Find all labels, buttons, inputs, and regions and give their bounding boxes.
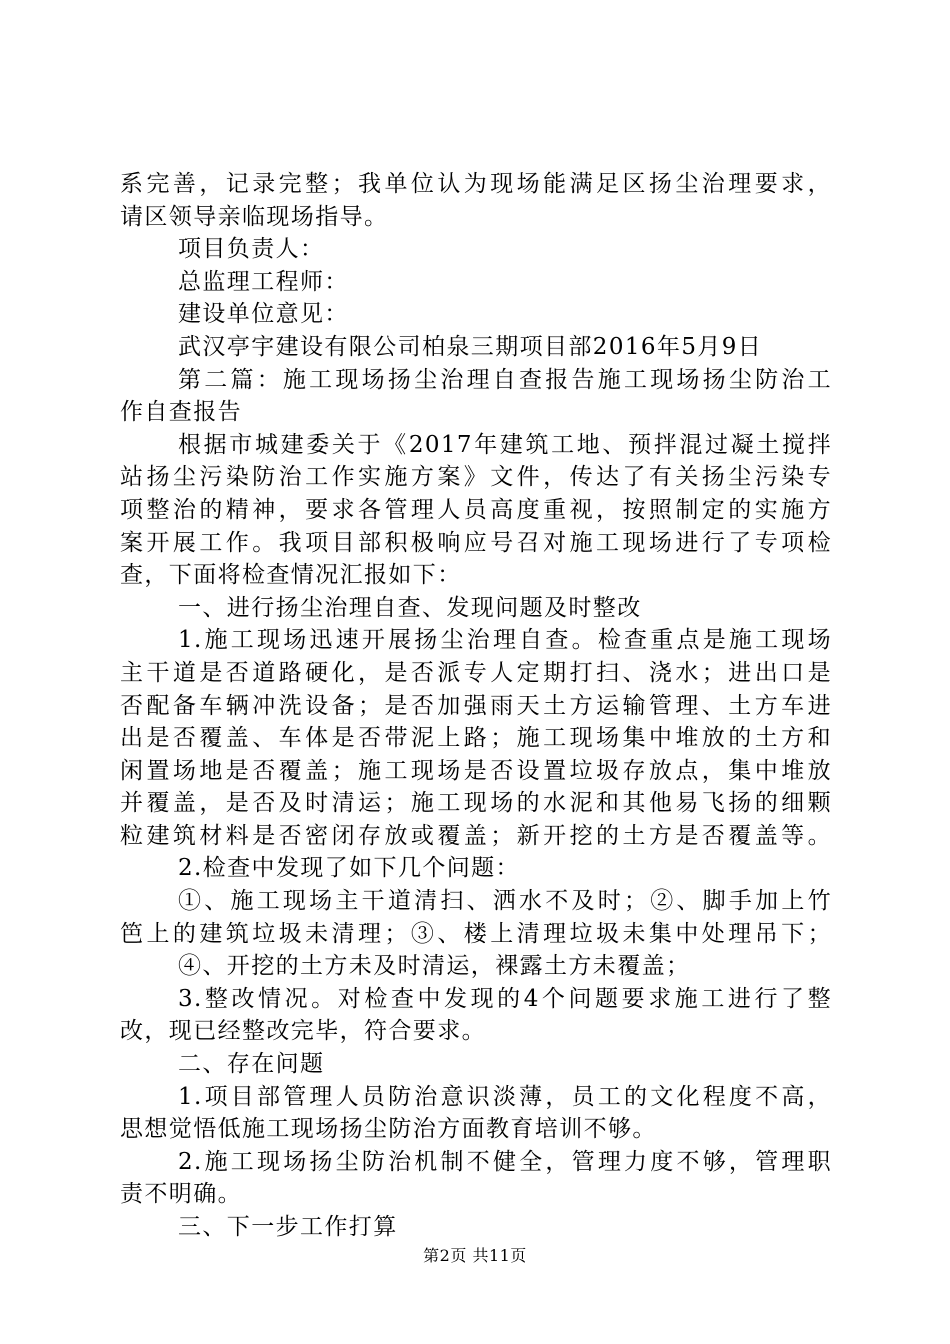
- body-line: 责不明确。: [120, 1181, 242, 1208]
- body-line: 主干道是否道路硬化，是否派专人定期打扫、浇水；进出口是: [120, 659, 832, 686]
- page-footer: 第2页 共11页: [423, 1246, 527, 1265]
- body-line: 2.检查中发现了如下几个问题：: [178, 855, 520, 882]
- body-line: 建设单位意见：: [178, 301, 349, 328]
- body-line: 站扬尘污染防治工作实施方案》文件，传达了有关扬尘污染专: [120, 464, 832, 491]
- body-line: 粒建筑材料是否密闭存放或覆盖；新开挖的土方是否覆盖等。: [120, 822, 832, 849]
- body-line: 系完善，记录完整；我单位认为现场能满足区扬尘治理要求，: [120, 171, 832, 197]
- body-line: 查，下面将检查情况汇报如下：: [120, 562, 462, 589]
- body-line: 笆上的建筑垃圾未清理；③、楼上清理垃圾未集中处理吊下；: [120, 920, 832, 947]
- body-line: 1.项目部管理人员防治意识淡薄，员工的文化程度不高，: [178, 1083, 832, 1110]
- document-body: [120, 168, 832, 1244]
- body-line: 否配备车辆冲洗设备；是否加强雨天土方运输管理、土方车进: [120, 692, 832, 719]
- body-line: 武汉亭宇建设有限公司柏泉三期项目部2016年5月9日: [178, 333, 763, 360]
- body-line: 3.整改情况。对检查中发现的4个问题要求施工进行了整: [178, 985, 832, 1012]
- body-line: 闲置场地是否覆盖；施工现场是否设置垃圾存放点，集中堆放: [120, 757, 832, 784]
- body-line: 改，现已经整改完毕，符合要求。: [120, 1018, 486, 1045]
- body-line: 请区领导亲临现场指导。: [120, 203, 389, 230]
- body-line: 作自查报告: [120, 399, 242, 426]
- body-line: 二、存在问题: [178, 1051, 325, 1078]
- body-line: 1.施工现场迅速开展扬尘治理自查。检查重点是施工现场: [178, 627, 832, 654]
- body-line: 项整治的精神，要求各管理人员高度重视，按照制定的实施方: [120, 496, 832, 523]
- body-line: 思想觉悟低施工现场扬尘防治方面教育培训不够。: [120, 1116, 657, 1143]
- body-line: ①、施工现场主干道清扫、洒水不及时；②、脚手加上竹: [178, 888, 832, 915]
- body-line: 第二篇：施工现场扬尘治理自查报告施工现场扬尘防治工: [178, 366, 832, 393]
- body-line: 三、下一步工作打算: [178, 1214, 398, 1240]
- body-line: ④、开挖的土方未及时清运，裸露土方未覆盖；: [178, 953, 691, 980]
- body-line: 项目负责人：: [178, 236, 325, 263]
- body-line: 根据市城建委关于《2017年建筑工地、预拌混过凝土搅拌: [178, 431, 832, 458]
- body-line: 2.施工现场扬尘防治机制不健全，管理力度不够，管理职: [178, 1148, 832, 1175]
- body-line: 一、进行扬尘治理自查、发现问题及时整改: [178, 594, 642, 621]
- body-line: 总监理工程师：: [178, 268, 349, 295]
- body-line: 并覆盖，是否及时清运；施工现场的水泥和其他易飞扬的细颗: [120, 790, 832, 817]
- body-line: 案开展工作。我项目部积极响应号召对施工现场进行了专项检: [120, 529, 832, 556]
- body-line: 出是否覆盖、车体是否带泥上路；施工现场集中堆放的土方和: [120, 725, 832, 752]
